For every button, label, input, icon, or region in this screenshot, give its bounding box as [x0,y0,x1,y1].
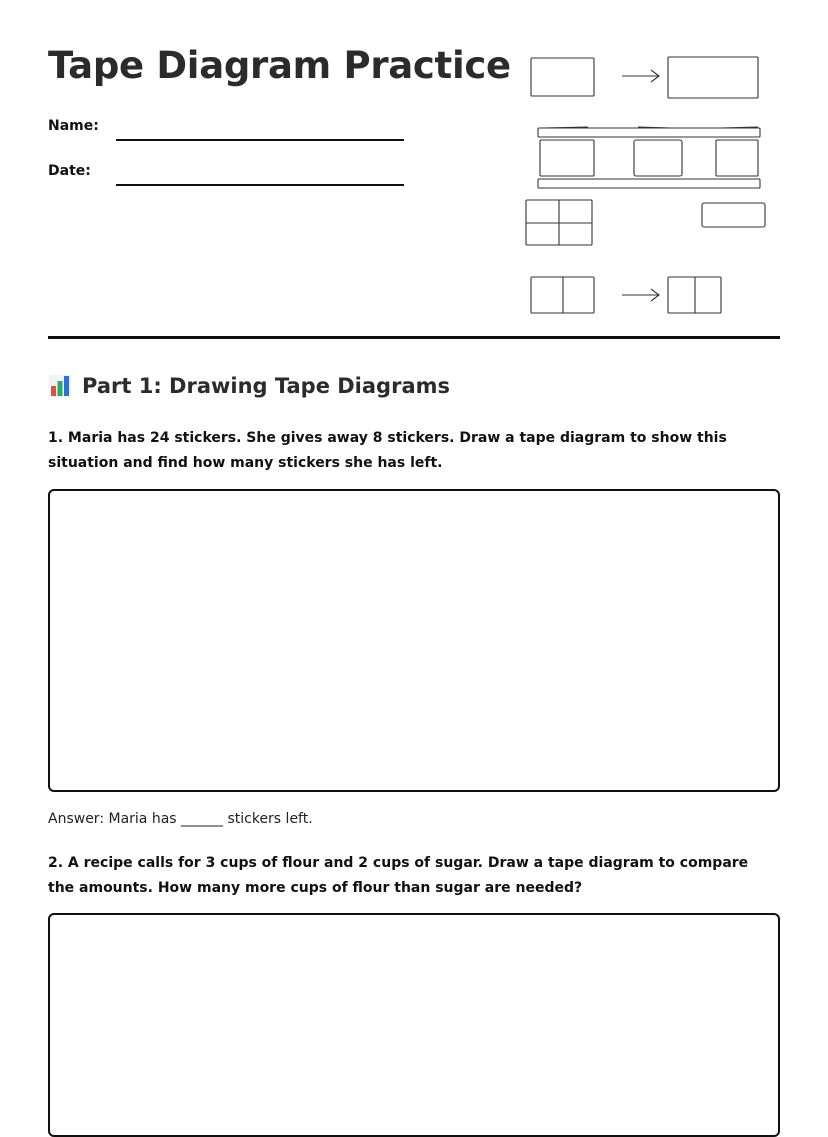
name-input-line[interactable] [116,139,404,141]
sketch-segment-2 [634,140,682,176]
name-label: Name: [48,118,99,134]
question-2: 2. A recipe calls for 3 cups of flour and 2 cups of sugar. Draw a tape diagram to compare the amounts. How many more cups of flour than sugar are needed? [48,855,749,896]
date-field[interactable] [48,163,408,185]
sketch-segment-1 [540,140,594,176]
part-1-title: Part 1: Drawing Tape Diagrams [82,374,450,398]
sketch-top-bar [538,128,760,137]
sketch-small-box [702,203,765,227]
date-input-line[interactable] [116,184,404,186]
date-label: Date: [48,163,91,179]
sketch-box-start [531,58,594,96]
work-area-2[interactable] [48,913,780,1137]
sketch-arrow-2 [622,289,659,301]
sketch-arrow-1 [622,70,659,82]
work-area-1[interactable] [48,489,780,792]
tape-diagram-sketch [520,48,770,323]
part-1-heading [48,374,450,398]
sketch-box-end [668,57,758,98]
sketch-segment-3 [716,140,758,176]
page-title: Tape Diagram Practice [48,44,511,87]
question-1: 1. Maria has 24 stickers. She gives away 8 stickers. Draw a tape diagram to show this situation and find how many stickers she has left. [48,430,727,471]
bar-chart-icon [48,374,72,398]
sketch-bottom-bar [538,179,760,188]
name-field[interactable] [48,118,408,140]
header-divider [48,336,780,339]
answer-1: Answer: Maria has ______ stickers left. [48,811,313,827]
